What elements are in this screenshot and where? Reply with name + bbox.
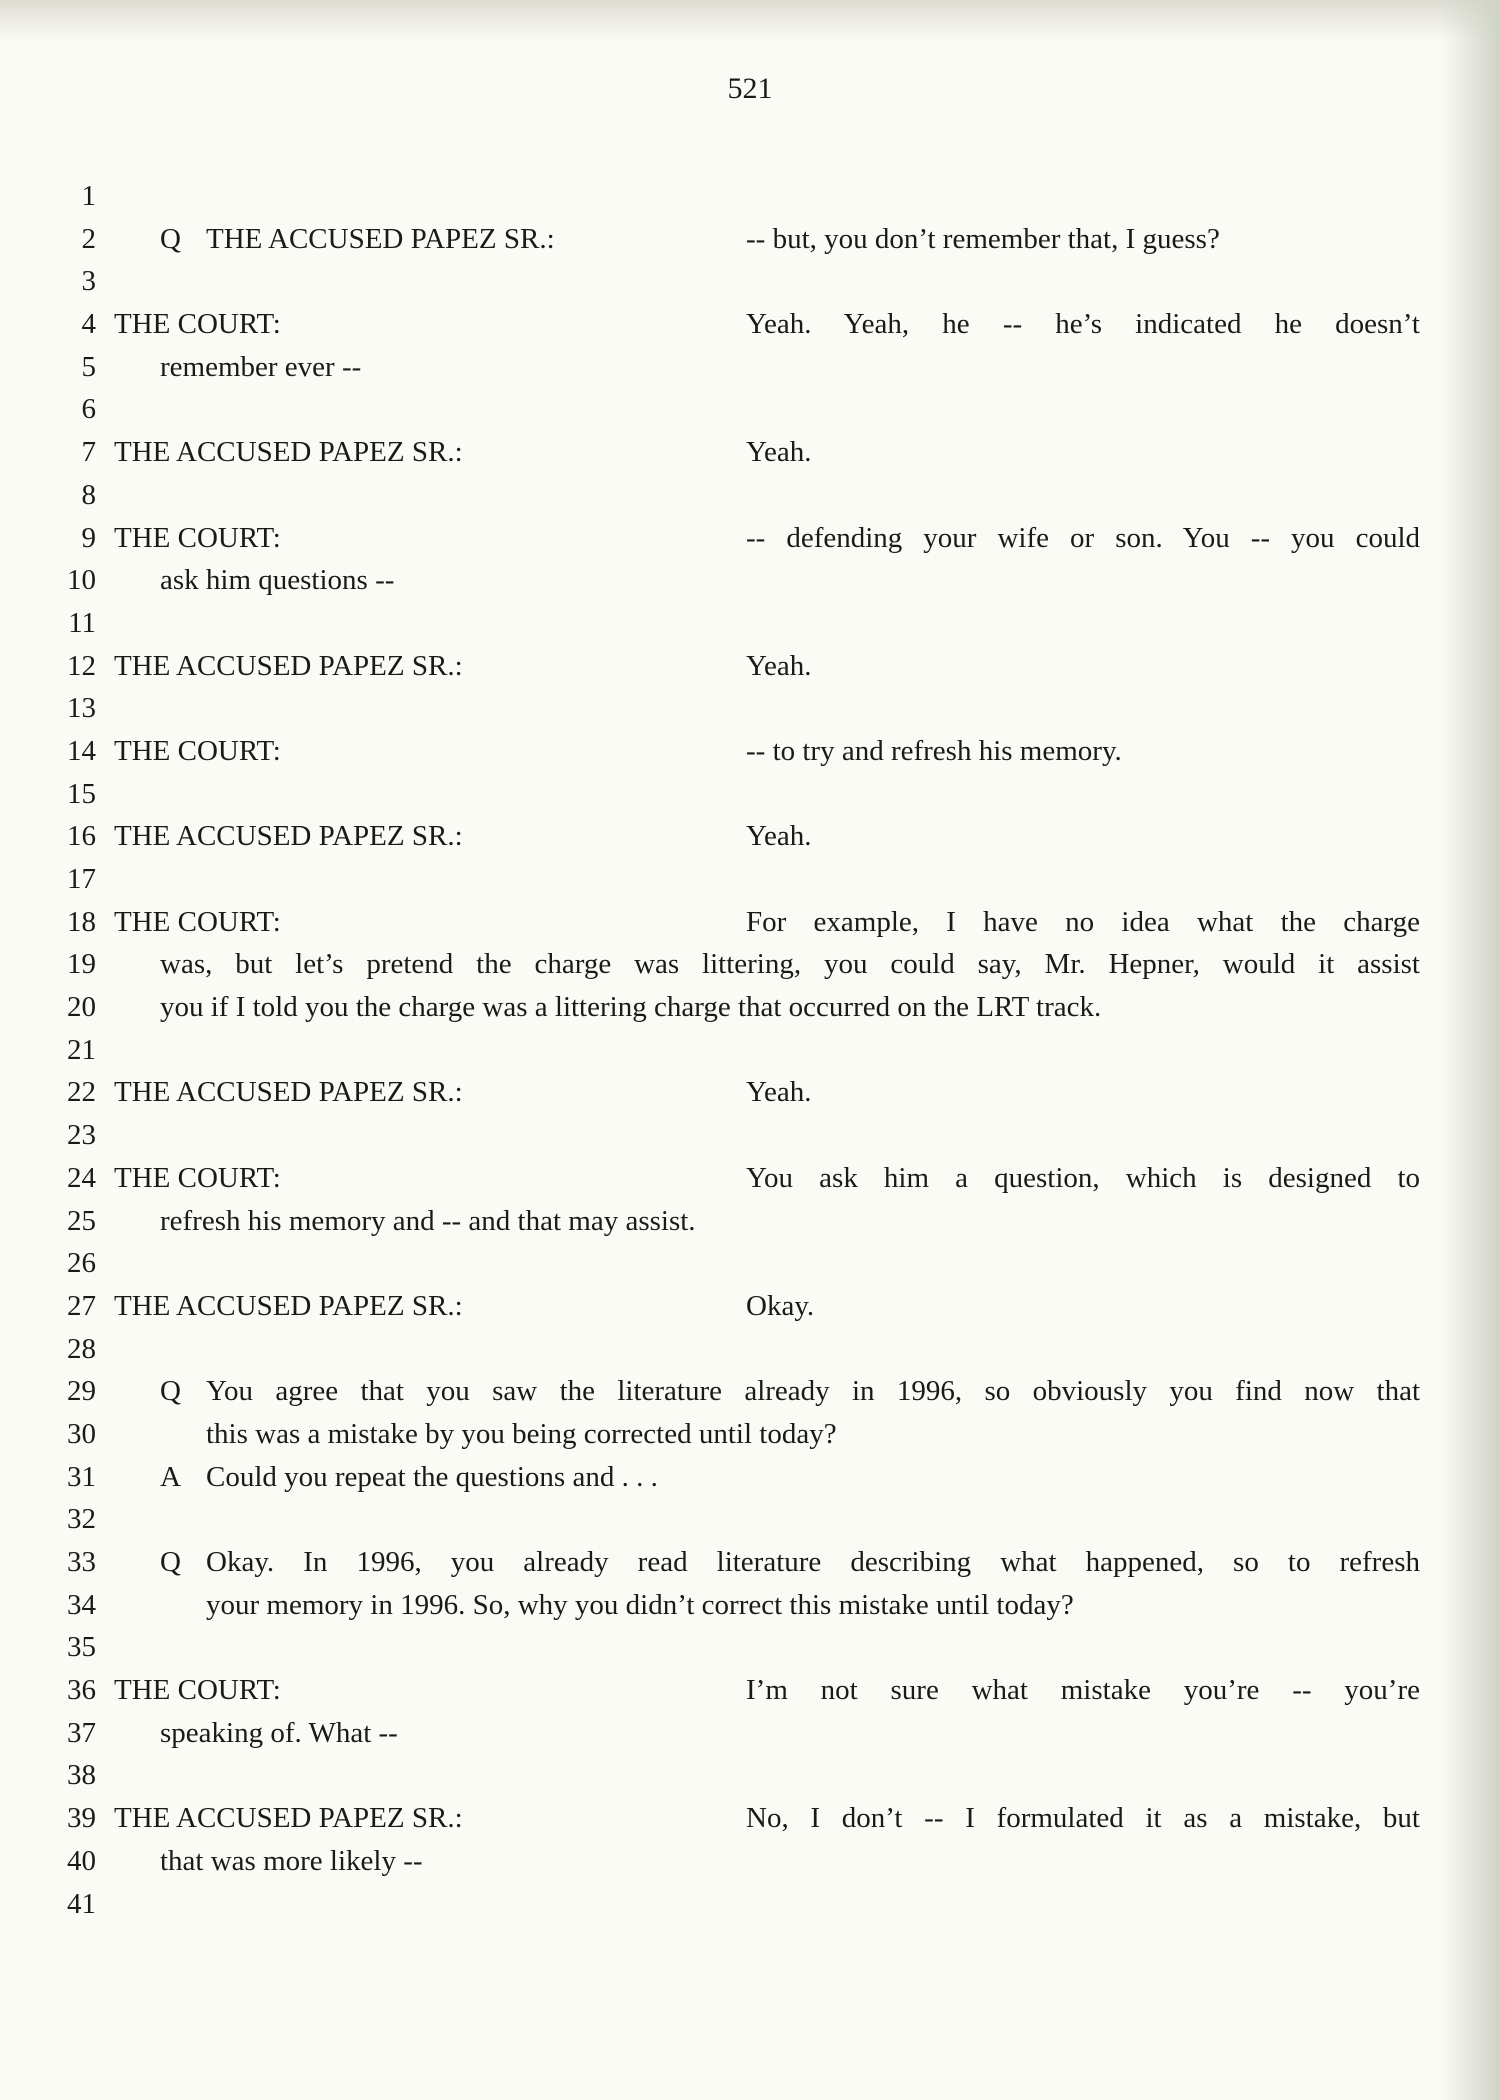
transcript-line: [0, 517, 1500, 560]
line-number: 29: [67, 1375, 96, 1408]
line-number: 39: [67, 1802, 96, 1835]
line-number: 6: [81, 393, 96, 426]
line-number: 20: [67, 991, 96, 1024]
line-number: 23: [67, 1119, 96, 1152]
transcript-line: [0, 1157, 1500, 1200]
transcript-line: [0, 260, 1500, 303]
answer-text: Could you repeat the questions and . . .: [206, 1460, 658, 1493]
line-number: 9: [81, 521, 96, 554]
transcript-line: [0, 1242, 1500, 1285]
question-text: Okay. In 1996, you already read literature describing what happened, so to refresh: [206, 1546, 1420, 1578]
dialogue-continuation: ask him questions --: [160, 564, 395, 597]
transcript-line: [0, 1370, 1500, 1413]
line-number: 31: [67, 1460, 96, 1493]
transcript-line: [0, 1413, 1500, 1456]
line-number: 4: [81, 308, 96, 341]
dialogue-continuation: speaking of. What --: [160, 1716, 398, 1749]
speaker-label: THE ACCUSED PAPEZ SR.:: [114, 1076, 463, 1109]
speaker-label: THE COURT:: [114, 1674, 281, 1707]
speaker-label: THE COURT:: [114, 905, 281, 938]
dialogue-continuation: was, but let’s pretend the charge was littering, you could say, Mr. Hepner, would it assist: [160, 948, 1420, 981]
speaker-label: THE ACCUSED PAPEZ SR.:: [114, 1289, 463, 1322]
transcript-line: [0, 388, 1500, 431]
dialogue-text: Yeah.: [746, 1076, 812, 1109]
transcript-line: [0, 1584, 1500, 1627]
dialogue-text: You ask him a question, which is designed to: [746, 1161, 1420, 1194]
question-continuation: this was a mistake by you being corrected until today?: [206, 1417, 837, 1450]
transcript-line: [0, 1285, 1500, 1328]
transcript-body: [0, 175, 1500, 1925]
line-number: 1: [81, 180, 96, 212]
line-number: 34: [67, 1588, 96, 1621]
dialogue-text: Okay.: [746, 1289, 815, 1322]
dialogue-text: Yeah. Yeah, he -- he’s indicated he doesn’t: [746, 308, 1420, 341]
line-number: 8: [81, 478, 96, 511]
line-number: 19: [67, 948, 96, 981]
transcript-line: [0, 1712, 1500, 1755]
transcript-line: [0, 1626, 1500, 1669]
line-number: 18: [67, 905, 96, 938]
line-number: 35: [67, 1631, 96, 1664]
transcript-line: [0, 1754, 1500, 1797]
transcript-line: [0, 1840, 1500, 1883]
dialogue-continuation: remember ever --: [160, 350, 362, 383]
line-number: 33: [67, 1546, 96, 1578]
line-number: 16: [67, 820, 96, 853]
transcript-line: [0, 1669, 1500, 1712]
dialogue-text: -- to try and refresh his memory.: [746, 734, 1122, 767]
dialogue-text: Yeah.: [746, 436, 812, 469]
line-number: 32: [67, 1503, 96, 1536]
dialogue-continuation: you if I told you the charge was a littering charge that occurred on the LRT track.: [160, 991, 1102, 1024]
transcript-line: [0, 1029, 1500, 1072]
speaker-label: THE ACCUSED PAPEZ SR.:: [114, 1802, 463, 1835]
question-marker: Q: [160, 1375, 181, 1408]
line-number: 17: [67, 863, 96, 895]
transcript-line: [0, 431, 1500, 474]
transcript-line: [0, 687, 1500, 730]
line-number: 14: [67, 734, 96, 767]
line-number: 10: [67, 564, 96, 597]
dialogue-continuation: that was more likely --: [160, 1844, 423, 1877]
line-number: 37: [67, 1716, 96, 1749]
dialogue-text: Yeah.: [746, 649, 812, 682]
line-number: 28: [67, 1332, 96, 1365]
line-number: 11: [68, 606, 96, 639]
transcript-line: [0, 1541, 1500, 1584]
transcript-line: [0, 1114, 1500, 1157]
transcript-line: [0, 773, 1500, 816]
line-number: 5: [81, 350, 96, 383]
speaker-label: THE ACCUSED PAPEZ SR.:: [114, 820, 463, 853]
dialogue-text: No, I don’t -- I formulated it as a mistake, but: [746, 1802, 1420, 1835]
dialogue-text: -- but, you don’t remember that, I guess?: [746, 222, 1220, 255]
question-marker: Q: [160, 1546, 181, 1578]
transcript-line: [0, 986, 1500, 1029]
line-number: 13: [67, 692, 96, 725]
transcript-line: [0, 1456, 1500, 1499]
transcript-line: [0, 730, 1500, 773]
line-number: 22: [67, 1076, 96, 1109]
scan-shadow-top: [0, 0, 1500, 40]
page-number: 521: [727, 72, 773, 105]
transcript-line: [0, 1883, 1500, 1926]
dialogue-continuation: refresh his memory and -- and that may assist.: [160, 1204, 696, 1237]
answer-marker: A: [160, 1460, 181, 1493]
transcript-line: [0, 1071, 1500, 1114]
line-number: 15: [67, 777, 96, 810]
transcript-line: [0, 1498, 1500, 1541]
line-number: 27: [67, 1289, 96, 1322]
speaker-label: THE ACCUSED PAPEZ SR.:: [114, 649, 463, 682]
transcript-line: [0, 901, 1500, 944]
transcript-line: [0, 1328, 1500, 1371]
speaker-label: THE COURT:: [114, 521, 281, 554]
transcript-line: [0, 218, 1500, 261]
dialogue-text: Yeah.: [746, 820, 812, 853]
line-number: 7: [81, 436, 96, 469]
question-marker: Q: [160, 222, 181, 255]
speaker-label: THE ACCUSED PAPEZ SR.:: [114, 436, 463, 469]
speaker-label: THE COURT:: [114, 734, 281, 767]
line-number: 24: [67, 1161, 96, 1194]
line-number: 3: [81, 265, 96, 298]
transcript-line: [0, 858, 1500, 901]
transcript-line: [0, 602, 1500, 645]
question-text: You agree that you saw the literature already in 1996, so obviously you find now that: [206, 1375, 1420, 1408]
line-number: 2: [81, 222, 96, 255]
speaker-label: THE COURT:: [114, 308, 281, 341]
line-number: 41: [67, 1887, 96, 1920]
transcript-line: [0, 474, 1500, 517]
transcript-line: [0, 175, 1500, 218]
dialogue-text: I’m not sure what mistake you’re -- you’re: [746, 1674, 1420, 1707]
speaker-label: THE COURT:: [114, 1161, 281, 1194]
transcript-line: [0, 1797, 1500, 1840]
transcript-line: [0, 303, 1500, 346]
transcript-line: [0, 943, 1500, 986]
line-number: 25: [67, 1204, 96, 1237]
question-continuation: your memory in 1996. So, why you didn’t correct this mistake until today?: [206, 1588, 1074, 1621]
line-number: 30: [67, 1417, 96, 1450]
line-number: 26: [67, 1247, 96, 1280]
dialogue-text: For example, I have no idea what the charge: [746, 905, 1420, 938]
transcript-line: [0, 559, 1500, 602]
line-number: 40: [67, 1844, 96, 1877]
line-number: 21: [67, 1033, 96, 1066]
speaker-label: THE ACCUSED PAPEZ SR.:: [206, 222, 555, 255]
dialogue-text: -- defending your wife or son. You -- you could: [746, 521, 1420, 554]
transcript-line: [0, 645, 1500, 688]
line-number: 12: [67, 649, 96, 682]
line-number: 38: [67, 1759, 96, 1792]
transcript-line: [0, 346, 1500, 389]
line-number: 36: [67, 1674, 96, 1707]
transcript-line: [0, 1200, 1500, 1243]
transcript-line: [0, 815, 1500, 858]
